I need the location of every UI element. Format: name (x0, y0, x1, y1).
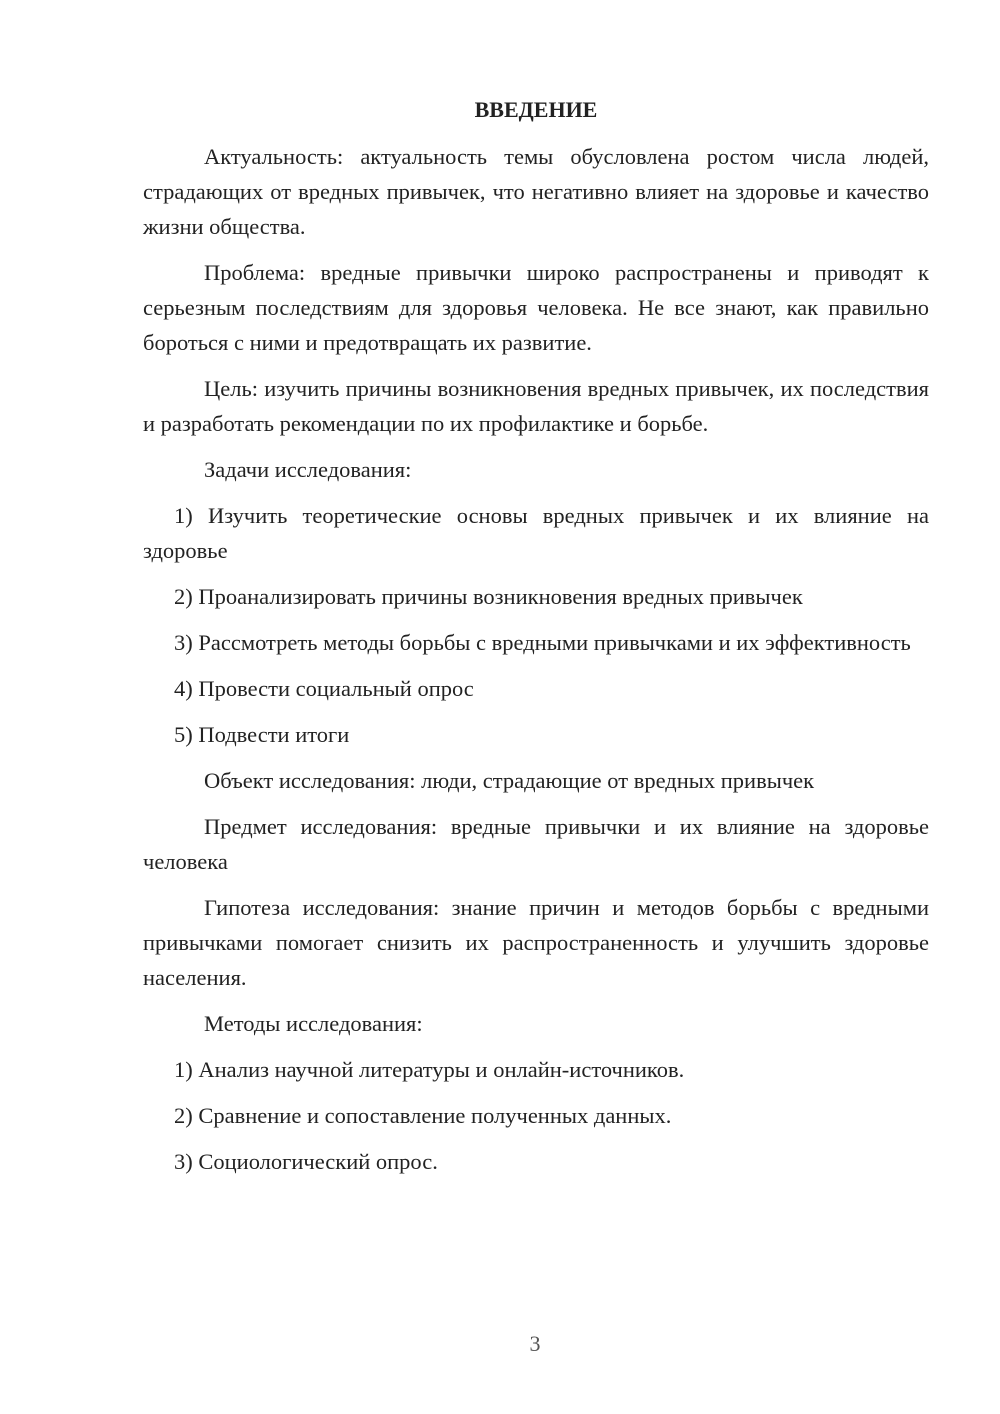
tasks-heading: Задачи исследования: (204, 457, 412, 482)
method-item: 1) Анализ научной литературы и онлайн-источников. (174, 1057, 685, 1082)
task-item: 5) Подвести итоги (174, 722, 350, 747)
goal-paragraph: Цель: изучить причины возникновения вредных привычек, их последствия и разработать рекомендации по их профилактике и борьбе. (143, 376, 929, 436)
hypothesis-paragraph: Гипотеза исследования: знание причин и методов борьбы с вредными привычками помогает снизить их распространенность и улучшить здоровье населения. (143, 895, 929, 990)
task-item: 3) Рассмотреть методы борьбы с вредными привычками и их эффективность (174, 630, 911, 655)
document-page (143, 92, 929, 1190)
method-item: 3) Социологический опрос. (174, 1149, 438, 1174)
problem-paragraph: Проблема: вредные привычки широко распространены и приводят к серьезным последствиям для здоровья человека. Не все знают, как правильно бороться с ними и предотвращать их развитие. (143, 260, 929, 355)
task-item: 4) Провести социальный опрос (174, 676, 474, 701)
task-item: 1) Изучить теоретические основы вредных привычек и их влияние на здоровье (143, 503, 929, 563)
methods-heading: Методы исследования: (204, 1011, 423, 1036)
subject-paragraph: Предмет исследования: вредные привычки и их влияние на здоровье человека (143, 814, 929, 874)
relevance-paragraph: Актуальность: актуальность темы обусловлена ростом числа людей, страдающих от вредных привычек, что негативно влияет на здоровье и качество жизни общества. (143, 144, 929, 239)
task-item: 2) Проанализировать причины возникновения вредных привычек (174, 584, 803, 609)
section-title: ВВЕДЕНИЕ (474, 97, 598, 122)
method-item: 2) Сравнение и сопоставление полученных данных. (174, 1103, 672, 1128)
object-paragraph: Объект исследования: люди, страдающие от вредных привычек (204, 768, 815, 793)
page-number: 3 (529, 1331, 541, 1356)
